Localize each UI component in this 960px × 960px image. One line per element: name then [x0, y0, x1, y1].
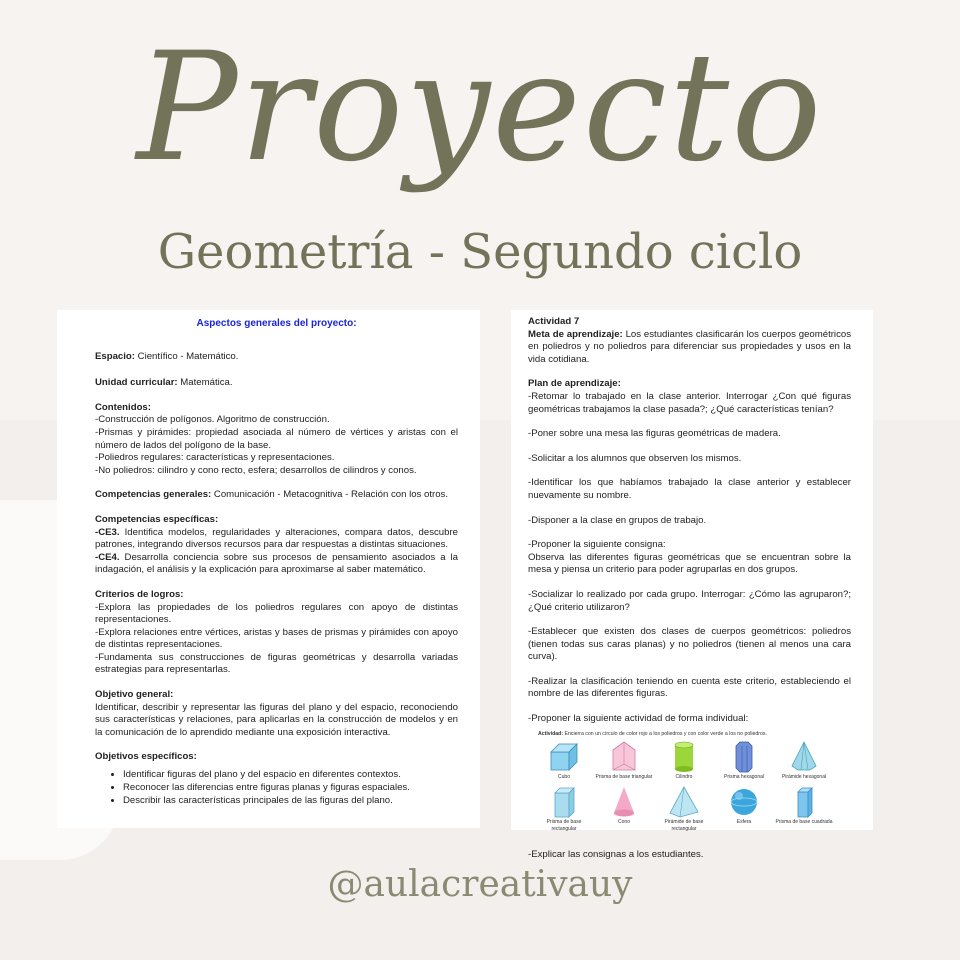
list-item: • Identificar figuras del plano y del espacio en diferentes contextos. [123, 768, 458, 781]
plan-step: -Proponer la siguiente consigna: [528, 539, 666, 551]
plan-step: -Disponer a la clase en grupos de trabajo. [528, 514, 707, 526]
contenidos-item: -No poliedros: cilindro y cono recto, esfera; desarrollos de cilindros y conos. [95, 464, 417, 476]
plan-step: -Socializar lo realizado por cada grupo. Interrogar: ¿Cómo las agruparon?; ¿Qué criterio utilizaron? [528, 588, 851, 613]
hexagonal-pyramid-icon [787, 740, 821, 774]
contenidos-heading: Contenidos: [95, 401, 151, 413]
shape-cube: Cubo [534, 740, 594, 781]
script-title: Proyecto [136, 21, 824, 195]
plan-heading: Plan de aprendizaje: [528, 378, 621, 390]
geometric-shapes-grid [534, 740, 834, 837]
cube-icon [547, 740, 581, 774]
unidad-line: Unidad curricular: Matemática. [95, 377, 233, 389]
shape-rectangular-prism: Prisma de base rectangular [534, 785, 594, 833]
plan-step: -Identificar los que habíamos trabajado la clase anterior y establecer nuevamente su nombre. [528, 477, 851, 501]
obj-general-heading: Objetivo general: [95, 689, 174, 701]
ce4-item: -CE4. Desarrolla conciencia sobre sus procesos de pensamiento asociados a la indagación, el análisis y la explicación para aproximarse al saber matemático. [95, 551, 458, 576]
comp-especificas-heading: Competencias específicas: [95, 513, 219, 525]
shape-cylinder: Cilindro [654, 740, 714, 781]
criterio-item: -Fundamenta sus construcciones de figuras geométricas y desarrolla variadas estrategias para representarlas. [95, 651, 458, 676]
meta-line: Meta de aprendizaje: Los estudiantes clasificarán los cuerpos geométricos en poliedros y no poliedros para diferenciar sus propiedades y usos en la vida cotidiana. [528, 328, 851, 365]
square-prism-icon [787, 785, 821, 819]
plan-step: -Establecer que existen dos clases de cuerpos geométricos: poliedros (tienen todas sus caras planas) y no poliedros (tienen al menos una cara curva). [528, 626, 851, 663]
plan-step: -Realizar la clasificación teniendo en cuenta este criterio, estableciendo el nombre de las diferentes figuras. [528, 675, 851, 700]
actividad-heading: Actividad 7 [528, 316, 580, 327]
plan-step: -Proponer la siguiente actividad de forma individual: [528, 713, 749, 725]
rectangular-pyramid-icon [667, 785, 701, 819]
plan-step: -Retomar lo trabajado en la clase anterior. Interrogar ¿Con qué figuras geométricas trabajamos la clase pasada?; ¿Qué características tenían? [528, 390, 851, 415]
right-document-page [511, 310, 873, 860]
social-handle: @aulacreativauy [327, 864, 633, 905]
shape-cone: Cono [594, 785, 654, 833]
list-item: • Describir las características principales de las figuras del plano. [123, 794, 458, 807]
comp-generales-line: Competencias generales: Comunicación - Metacognitiva - Relación con los otros. [95, 489, 449, 501]
final-step: -Explicar las consignas a los estudiantes. [528, 848, 704, 860]
list-item: • Reconocer las diferencias entre figuras planas y figuras espaciales. [123, 781, 458, 794]
contenidos-item: -Prismas y pirámides: propiedad asociada al número de vértices y aristas con el número de lados del polígono de la base. [95, 426, 458, 451]
contenidos-item: -Construcción de polígonos. Algoritmo de construcción. [95, 414, 330, 426]
espacio-line: Espacio: Científico - Matemático. [95, 350, 239, 362]
obj-especificos-list [95, 768, 458, 807]
subtitle: Geometría - Segundo ciclo [157, 224, 803, 280]
criterios-heading: Criterios de logros: [95, 588, 184, 600]
plan-step: -Poner sobre una mesa las figuras geométricas de madera. [528, 428, 781, 440]
shape-triangular-prism: Prisma de base triangular [594, 740, 654, 781]
cylinder-icon [667, 740, 701, 774]
plan-step: Observa las diferentes figuras geométricas que se encuentran sobre la mesa y piensa un criterio para poder agruparlas en dos grupos. [528, 551, 851, 576]
plan-step: -Solicitar a los alumnos que observen los mismos. [528, 452, 742, 464]
ce3-item: -CE3. Identifica modelos, regularidades y alteraciones, compara datos, descubre patrones, integrando diversos recursos para dar respuestas a distintas situaciones. [95, 526, 458, 551]
cone-icon [607, 785, 641, 819]
obj-especificos-heading: Objetivos específicos: [95, 751, 197, 763]
hexagonal-prism-icon [727, 740, 761, 774]
shape-hexagonal-prism: Prisma hexagonal [714, 740, 774, 781]
contenidos-item: -Poliedros regulares: características y representaciones. [95, 452, 335, 464]
shape-rectangular-pyramid: Pirámide de base rectangular [654, 785, 714, 833]
shape-sphere: Esfera [714, 785, 774, 833]
rectangular-prism-icon [547, 785, 581, 819]
obj-general-text: Identificar, describir y representar las figuras del plano y del espacio, reconociendo sus características y relaciones, para aplicarlas en la construcción de modelos y en la comunicación de lo aprendido mediante una exposición interactiva. [95, 701, 458, 738]
project-aspects-title: Aspectos generales del proyecto: [196, 318, 357, 329]
shape-hexagonal-pyramid: Pirámide hexagonal [774, 740, 834, 781]
sphere-icon [727, 785, 761, 819]
criterio-item: -Explora relaciones entre vértices, aristas y bases de prismas y pirámides con apoyo de distintas representaciones. [95, 626, 458, 651]
criterio-item: -Explora las propiedades de los poliedros regulares con apoyo de distintas representaciones. [95, 601, 458, 626]
triangular-prism-icon [607, 740, 641, 774]
shapes-caption: Actividad: Encierra con un círculo de color rojo a los poliedros y con color verde a los no poliedros. [538, 730, 767, 737]
left-document-page [57, 310, 480, 828]
shape-square-prism: Prisma de base cuadrada [774, 785, 834, 833]
